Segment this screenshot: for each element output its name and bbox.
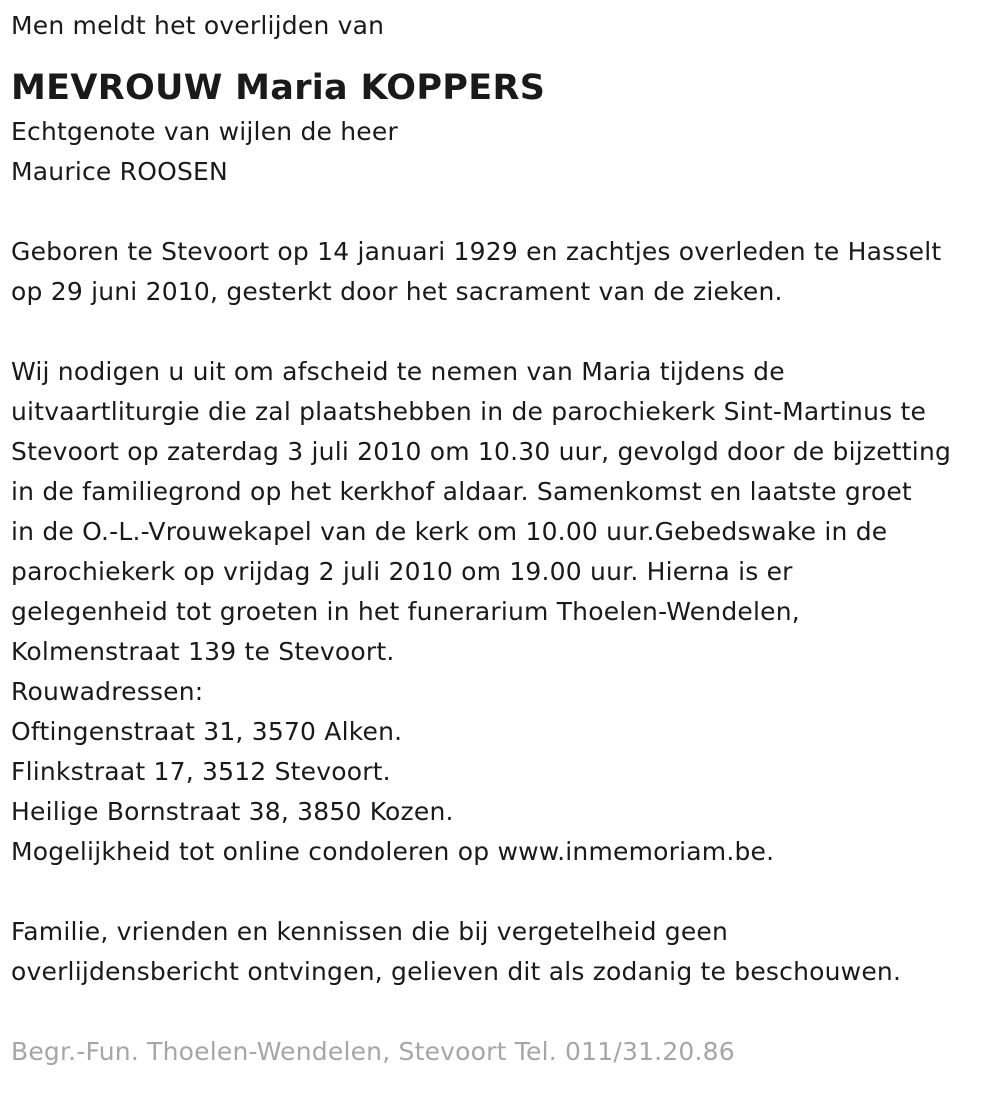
paragraph-line: in de O.-L.-Vrouwekapel van de kerk om 10.00 uur.Gebedswake in de bbox=[11, 517, 888, 546]
paragraph-line: uitvaartliturgie die zal plaatshebben in de parochiekerk Sint-Martinus te bbox=[11, 397, 927, 426]
death-notice bbox=[11, 0, 991, 1072]
paragraph-line: overlijdensbericht ontvingen, gelieven dit als zodanig te beschouwen. bbox=[11, 957, 902, 986]
birth-death-paragraph bbox=[11, 232, 991, 312]
paragraph-line: gelegenheid tot groeten in het funerarium Thoelen-Wendelen, bbox=[11, 597, 800, 626]
paragraph-line: Wij nodigen u uit om afscheid te nemen van Maria tijdens de bbox=[11, 357, 785, 386]
deceased-name: MEVROUW Maria KOPPERS bbox=[11, 68, 546, 108]
paragraph-line: in de familiegrond op het kerkhof aldaar. Samenkomst en laatste groet bbox=[11, 477, 912, 506]
paragraph-line: Familie, vrienden en kennissen die bij vergetelheid geen bbox=[11, 917, 729, 946]
spouse-block bbox=[11, 112, 991, 192]
paragraph-line: Stevoort op zaterdag 3 juli 2010 om 10.30 uur, gevolgd door de bijzetting bbox=[11, 437, 952, 466]
paragraph-line: Kolmenstraat 139 te Stevoort. bbox=[11, 637, 395, 666]
spouse-name: Maurice ROOSEN bbox=[11, 157, 228, 186]
online-condolence-line: Mogelijkheid tot online condoleren op www.inmemoriam.be. bbox=[11, 837, 775, 866]
paragraph-line: parochiekerk op vrijdag 2 juli 2010 om 19.00 uur. Hierna is er bbox=[11, 557, 793, 586]
closing-paragraph bbox=[11, 912, 991, 992]
paragraph-line: Geboren te Stevoort op 14 januari 1929 en zachtjes overleden te Hasselt bbox=[11, 237, 942, 266]
condolence-addresses-label: Rouwadressen: bbox=[11, 677, 204, 706]
intro-text: Men meldt het overlijden van bbox=[11, 11, 385, 40]
condolence-address: Oftingenstraat 31, 3570 Alken. bbox=[11, 717, 403, 746]
ceremony-paragraph bbox=[11, 352, 991, 872]
spouse-line: Echtgenote van wijlen de heer bbox=[11, 117, 398, 146]
condolence-address: Flinkstraat 17, 3512 Stevoort. bbox=[11, 757, 391, 786]
condolence-address: Heilige Bornstraat 38, 3850 Kozen. bbox=[11, 797, 454, 826]
paragraph-line: op 29 juni 2010, gesterkt door het sacrament van de zieken. bbox=[11, 277, 783, 306]
funeral-home-footer: Begr.-Fun. Thoelen-Wendelen, Stevoort Tel. 011/31.20.86 bbox=[11, 1037, 735, 1066]
